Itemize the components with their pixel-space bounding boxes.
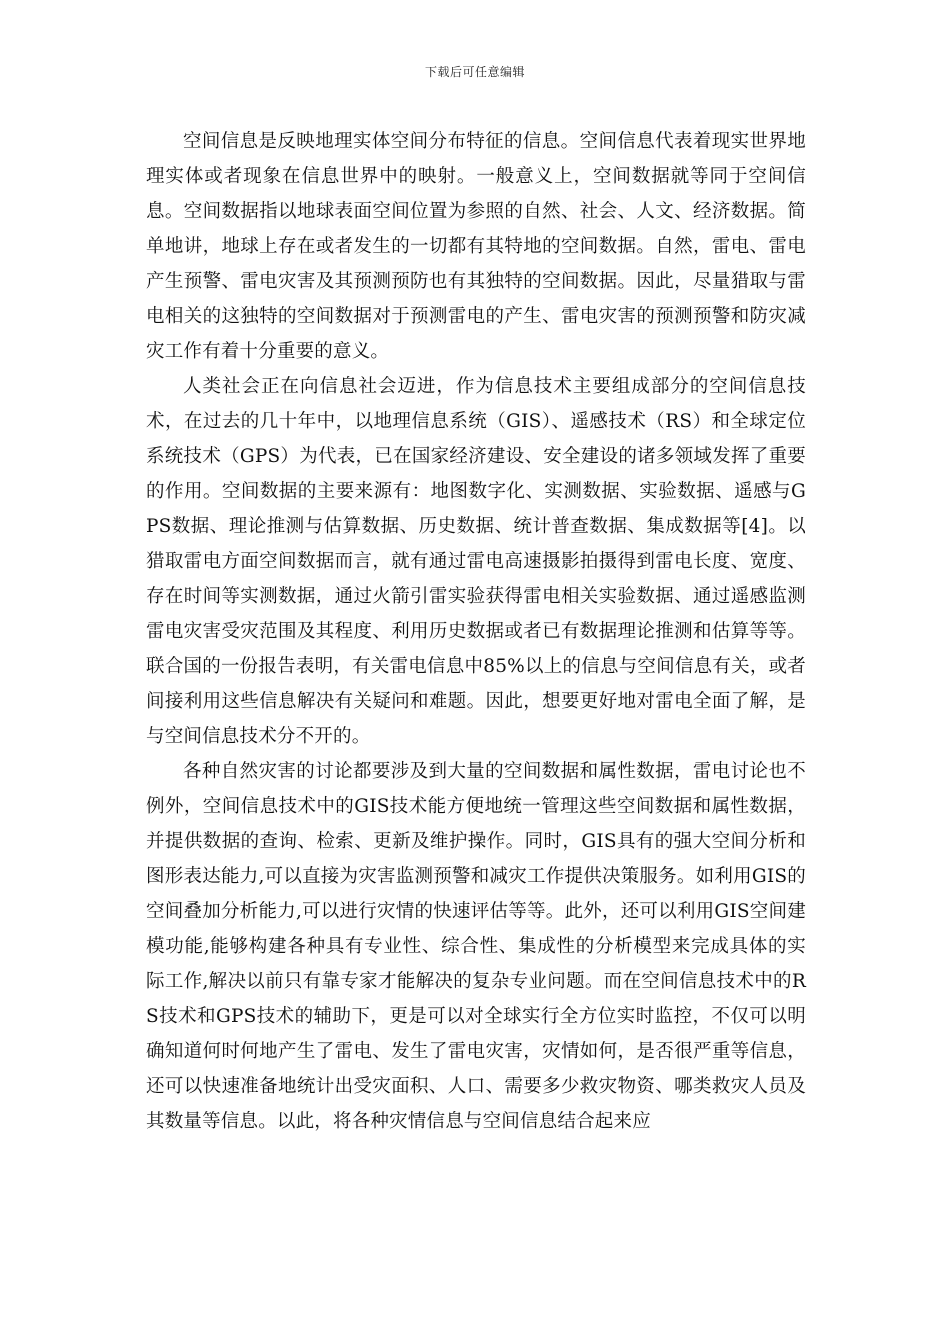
page-header: 下载后可任意编辑 (424, 65, 525, 79)
document-body (146, 124, 806, 1139)
paragraph-spatial-technology: 人类社会正在向信息社会迈进，作为信息技术主要组成部分的空间信息技术，在过去的几十年中，以地理信息系统（GIS）、遥感技术（RS）和全球定位系统技术（GPS）为代表，已在国家经济建设、安全建设的诸多领域发挥了重要的作用。空间数据的主要来源有：地图数字化、实测数据、实验数据、遥感与GPS数据、理论推测与估算数据、历史数据、统计普查数据、集成数据等[4]。以猎取雷电方面空间数据而言，就有通过雷电高速摄影拍摄得到雷电长度、宽度、存在时间等实测数据，通过火箭引雷实验获得雷电相关实验数据、通过遥感监测雷电灾害受灾范围及其程度、利用历史数据或者已有数据理论推测和估算等等。联合国的一份报告表明，有关雷电信息中85%以上的信息与空间信息有关，或者间接利用这些信息解决有关疑问和难题。因此，想要更好地对雷电全面了解，是与空间信息技术分不开的。 (146, 376, 806, 747)
paragraph-spatial-information: 空间信息是反映地理实体空间分布特征的信息。空间信息代表着现实世界地理实体或者现象在信息世界中的映射。一般意义上，空间数据就等同于空间信息。空间数据指以地球表面空间位置为参照的自然、社会、人文、经济数据。简单地讲，地球上存在或者发生的一切都有其特地的空间数据。自然，雷电、雷电产生预警、雷电灾害及其预测预防也有其独特的空间数据。因此，尽量猎取与雷电相关的这独特的空间数据对于预测雷电的产生、雷电灾害的预测预警和防灾减灾工作有着十分重要的意义。 (146, 131, 806, 362)
paragraph-gis-disaster: 各种自然灾害的讨论都要涉及到大量的空间数据和属性数据，雷电讨论也不例外，空间信息技术中的GIS技术能方便地统一管理这些空间数据和属性数据，并提供数据的查询、检索、更新及维护操作。同时，GIS具有的强大空间分析和图形表达能力,可以直接为灾害监测预警和减灾工作提供决策服务。如利用GIS的空间叠加分析能力,可以进行灾情的快速评估等等。此外，还可以利用GIS空间建模功能,能够构建各种具有专业性、综合性、集成性的分析模型来完成具体的实际工作,解决以前只有靠专家才能解决的复杂专业问题。而在空间信息技术中的RS技术和GPS技术的辅助下，更是可以对全球实行全方位实时监控，不仅可以明确知道何时何地产生了雷电、发生了雷电灾害，灾情如何，是否很严重等信息，还可以快速准备地统计出受灾面积、人口、需要多少救灾物资、哪类救灾人员及其数量等信息。以此，将各种灾情信息与空间信息结合起来应 (146, 761, 806, 1132)
